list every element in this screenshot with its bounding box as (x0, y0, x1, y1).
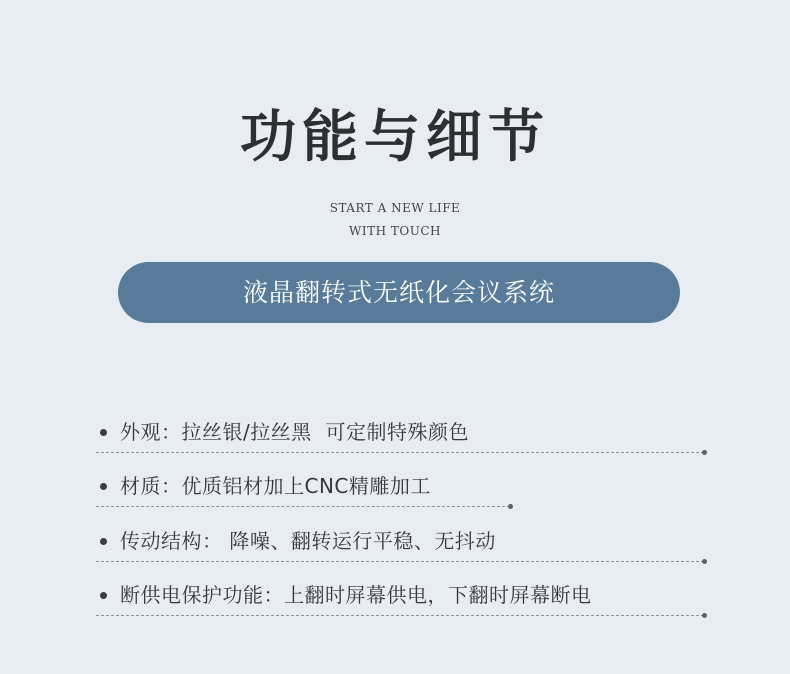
feature-item-transmission (96, 524, 708, 564)
page-title: 功能与细节 (240, 105, 550, 170)
product-name-banner: 液晶翻转式无纸化会议系统 (118, 262, 680, 323)
feature-text: 材质：优质铝材加上CNC精雕加工 (120, 474, 431, 498)
dashed-divider (96, 561, 704, 562)
dashed-divider (96, 452, 704, 453)
feature-text: 外观：拉丝银/拉丝黑 可定制特殊颜色 (120, 420, 469, 444)
divider-end-dot (702, 450, 707, 455)
feature-text: 传动结构： 降噪、翻转运行平稳、无抖动 (120, 529, 496, 553)
feature-item-power-protection (96, 578, 708, 618)
bullet-icon (100, 592, 107, 599)
dashed-divider (96, 506, 510, 507)
feature-item-material (96, 469, 516, 509)
divider-end-dot (702, 613, 707, 618)
feature-item-appearance (96, 415, 708, 455)
bullet-icon (100, 538, 107, 545)
bullet-icon (100, 429, 107, 436)
divider-end-dot (508, 504, 513, 509)
subtitle-line-1: START A NEW LIFE (329, 201, 461, 215)
subtitle-line-2: WITH TOUCH (349, 224, 441, 238)
dashed-divider (96, 615, 704, 616)
bullet-icon (100, 483, 107, 490)
feature-text: 断供电保护功能：上翻时屏幕供电，下翻时屏幕断电 (120, 583, 592, 607)
divider-end-dot (702, 559, 707, 564)
